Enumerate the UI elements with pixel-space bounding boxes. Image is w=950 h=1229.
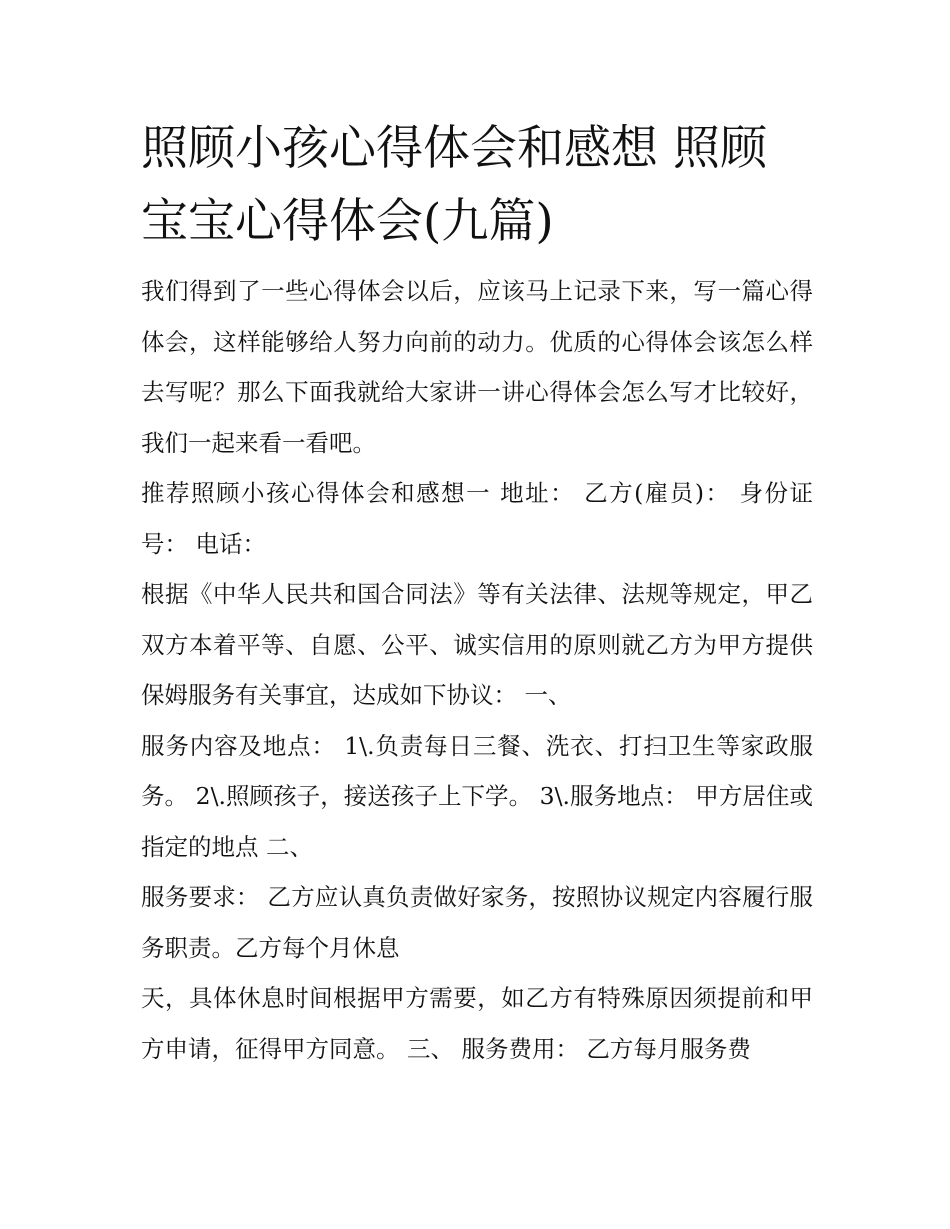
paragraph-rest-and-fees: 天，具体休息时间根据甲方需要，如乙方有特殊原因须提前和甲方申请，征得甲方同意。 三、 服务费用： 乙方每月服务费 [141, 984, 813, 1063]
document-title: 照顾小孩心得体会和感想 照顾宝宝心得体会(九篇) [141, 121, 767, 249]
paragraph-parties: 推荐照顾小孩心得体会和感想一 地址： 乙方(雇员)： 身份证号： 电话： [141, 479, 813, 558]
paragraph-intro: 我们得到了一些心得体会以后，应该马上记录下来，写一篇心得体会，这样能够给人努力向前的动力。优质的心得体会该怎么样去写呢？那么下面我就给大家讲一讲心得体会怎么写才比较好，我们一起来看一看吧。 [141, 277, 813, 457]
paragraph-service-requirements: 服务要求： 乙方应认真负责做好家务，按照协议规定内容履行服务职责。乙方每个月休息 [141, 883, 813, 962]
paragraph-legal-basis: 根据《中华人民共和国合同法》等有关法律、法规等规定，甲乙双方本着平等、自愿、公平、诚实信用的原则就乙方为甲方提供保姆服务有关事宜，达成如下协议： 一、 [141, 580, 813, 709]
paragraph-service-content: 服务内容及地点： 1\.负责每日三餐、洗衣、打扫卫生等家政服务。 2\.照顾孩子，接送孩子上下学。 3\.服务地点： 甲方居住或指定的地点 二、 [141, 731, 813, 861]
document-body [141, 112, 813, 1074]
